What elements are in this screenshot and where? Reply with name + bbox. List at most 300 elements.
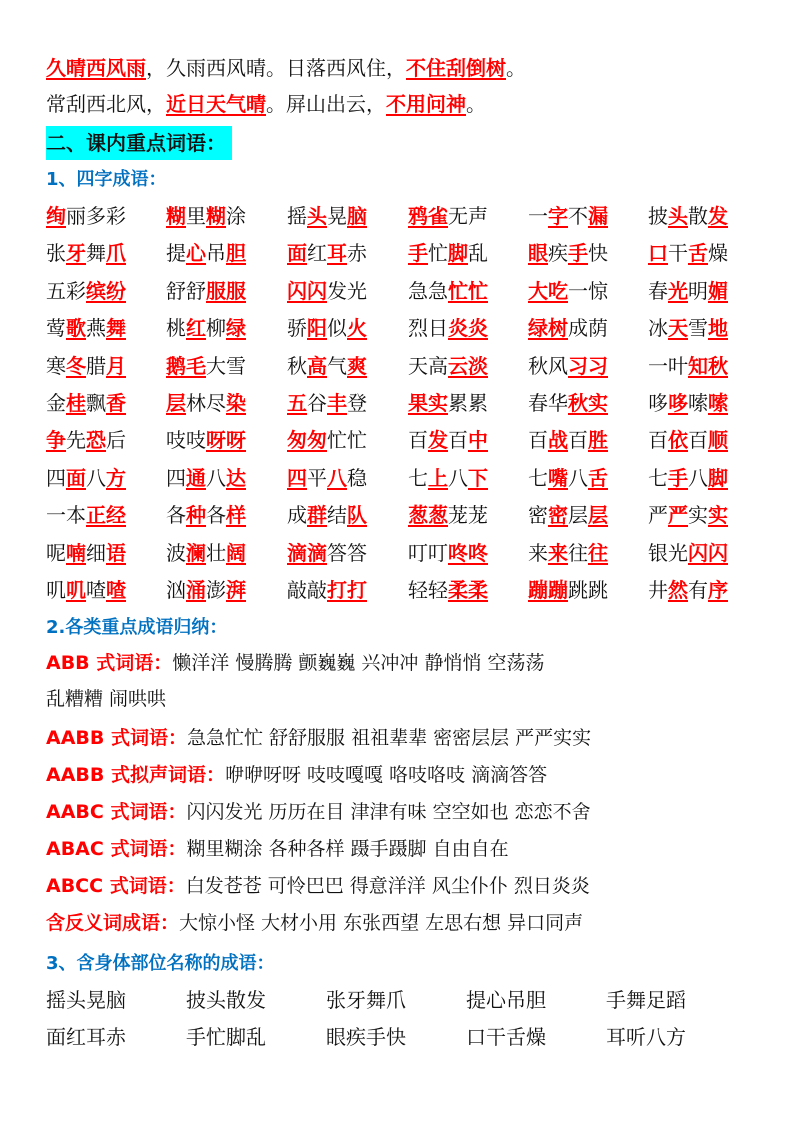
key-character: 蹦蹦 xyxy=(528,578,568,602)
category-label: AABB 式词语： xyxy=(46,727,187,749)
idiom-character: 严 xyxy=(648,503,668,528)
key-character: 恐 xyxy=(86,428,106,453)
idiom-character: 往 xyxy=(568,540,588,565)
key-character: 通 xyxy=(186,465,206,490)
idiom xyxy=(287,275,367,307)
idiom-character: 一惊 xyxy=(568,278,608,303)
proverb-text: 。 xyxy=(506,56,526,80)
category-row xyxy=(46,908,583,938)
idiom xyxy=(287,462,367,494)
idiom-character: 叮叮 xyxy=(408,540,448,565)
idiom xyxy=(166,499,246,531)
idiom-character: 寒 xyxy=(46,353,66,378)
key-character: 喳 xyxy=(106,578,126,602)
idiom-character: 乱 xyxy=(468,241,488,266)
idiom xyxy=(287,574,367,606)
key-character: 面 xyxy=(287,241,307,266)
idiom xyxy=(287,350,367,382)
idiom-character: 八 xyxy=(86,465,106,490)
idiom-character: 敲敲 xyxy=(287,578,327,602)
idiom xyxy=(408,200,488,232)
key-character: 发 xyxy=(428,428,448,453)
key-character: 层 xyxy=(166,391,186,415)
key-character: 方 xyxy=(106,465,126,490)
idiom-character: 七 xyxy=(408,465,428,490)
key-character: 漏 xyxy=(588,204,608,228)
key-character: 涌 xyxy=(186,578,206,602)
idiom-character: 百 xyxy=(648,428,668,453)
key-character: 大吃 xyxy=(528,278,568,303)
key-character: 舞 xyxy=(106,316,126,341)
key-character: 绚 xyxy=(46,204,66,228)
key-character: 炎炎 xyxy=(448,316,488,341)
idiom-character: 秋风 xyxy=(528,353,568,378)
key-character: 糊 xyxy=(166,204,186,228)
idiom-character: 百 xyxy=(408,428,428,453)
key-character: 来 xyxy=(548,540,568,565)
idiom xyxy=(528,537,608,569)
key-character: 地 xyxy=(708,316,728,341)
idiom xyxy=(528,387,608,419)
idiom-character: 烈日 xyxy=(408,316,448,341)
category-row xyxy=(46,684,166,714)
key-character: 舌 xyxy=(588,465,608,490)
idiom xyxy=(408,462,488,494)
idiom-character: 各 xyxy=(206,503,226,528)
key-character: 光 xyxy=(668,278,688,303)
key-character: 月 xyxy=(106,353,126,378)
key-character: 头 xyxy=(307,204,327,228)
category-items: 咿咿呀呀 吱吱嘎嘎 咯吱咯吱 滴滴答答 xyxy=(225,764,548,786)
key-character: 糊 xyxy=(206,204,226,228)
category-row xyxy=(46,760,547,790)
key-character: 天 xyxy=(668,316,688,341)
idiom-character: 五彩 xyxy=(46,278,86,303)
key-character: 呀呀 xyxy=(206,428,246,453)
idiom-character: 百 xyxy=(528,428,548,453)
idiom xyxy=(46,387,126,419)
category-items: 白发苍苍 可怜巴巴 得意洋洋 风尘仆仆 烈日炎炎 xyxy=(185,875,590,897)
idiom xyxy=(166,462,246,494)
category-row xyxy=(46,834,509,864)
idiom xyxy=(528,237,608,269)
idiom xyxy=(408,237,488,269)
key-character: 嗦 xyxy=(708,391,728,415)
idiom xyxy=(528,424,608,456)
idiom-character: 壮 xyxy=(206,540,226,565)
key-character: 队 xyxy=(347,503,367,528)
key-character: 染 xyxy=(226,391,246,415)
idiom xyxy=(166,237,246,269)
category-row xyxy=(46,871,590,901)
body-idiom: 张牙舞爪 xyxy=(326,988,406,1012)
key-character: 习习 xyxy=(568,353,608,378)
idiom-character: 八 xyxy=(568,465,588,490)
highlighted-phrase: 近日天气晴 xyxy=(166,92,266,116)
idiom xyxy=(408,387,488,419)
idiom xyxy=(408,350,488,382)
key-character: 云淡 xyxy=(448,353,488,378)
idiom-character: 春 xyxy=(648,278,668,303)
key-character: 桂 xyxy=(66,391,86,415)
key-character: 语 xyxy=(106,540,126,565)
category-row xyxy=(46,723,591,753)
key-character: 眼 xyxy=(528,241,548,266)
idiom xyxy=(648,462,728,494)
key-character: 鸦雀 xyxy=(408,204,448,228)
idiom-character: 七 xyxy=(648,465,668,490)
idiom-character: 涂 xyxy=(226,204,246,228)
key-character: 冬 xyxy=(66,353,86,378)
idiom-character: 腊 xyxy=(86,353,106,378)
idiom-character: 雪 xyxy=(688,316,708,341)
idiom-character: 波 xyxy=(166,540,186,565)
key-character: 知秋 xyxy=(688,353,728,378)
proverb-text: 常刮西北风， xyxy=(46,92,166,116)
idiom-character: 成荫 xyxy=(568,316,608,341)
idiom xyxy=(166,574,246,606)
key-character: 群 xyxy=(307,503,327,528)
key-character: 层 xyxy=(588,503,608,528)
key-character: 丰 xyxy=(327,391,347,415)
idiom-character: 实 xyxy=(688,503,708,528)
idiom-character: 银光 xyxy=(648,540,688,565)
idiom-character: 百 xyxy=(448,428,468,453)
idiom xyxy=(648,424,728,456)
idiom xyxy=(46,350,126,382)
idiom xyxy=(648,237,728,269)
idiom xyxy=(408,499,488,531)
key-character: 哆 xyxy=(668,391,688,415)
idiom xyxy=(287,237,367,269)
proverb-text: 。屏山出云， xyxy=(266,92,386,116)
idiom-character: 张 xyxy=(46,241,66,266)
idiom xyxy=(648,312,728,344)
idiom-character: 先 xyxy=(66,428,86,453)
subsection-title-categories: 2.各类重点成语归纳： xyxy=(46,617,228,638)
idiom-character: 忙 xyxy=(428,241,448,266)
key-character: 匆匆 xyxy=(287,428,327,453)
idiom-character: 汹 xyxy=(166,578,186,602)
idiom-character: 无声 xyxy=(448,204,488,228)
body-idiom: 眼疾手快 xyxy=(326,1025,406,1049)
idiom xyxy=(287,312,367,344)
proverb-text: ，久雨西风晴。日落西风住， xyxy=(146,56,406,80)
idiom-character: 提 xyxy=(166,241,186,266)
category-items: 大惊小怪 大材小用 东张西望 左思右想 异口同声 xyxy=(179,912,584,934)
key-character: 阔 xyxy=(226,540,246,565)
idiom-character: 柳 xyxy=(206,316,226,341)
key-character: 火 xyxy=(347,316,367,341)
idiom xyxy=(408,275,488,307)
idiom xyxy=(287,387,367,419)
section-heading xyxy=(46,126,232,160)
key-character: 头 xyxy=(668,204,688,228)
idiom xyxy=(408,574,488,606)
key-character: 叽 xyxy=(66,578,86,602)
key-character: 种 xyxy=(186,503,206,528)
body-idiom: 手忙脚乱 xyxy=(186,1025,266,1049)
key-character: 绿树 xyxy=(528,316,568,341)
key-character: 爪 xyxy=(106,241,126,266)
idiom-character: 四 xyxy=(46,465,66,490)
idiom-character: 轻轻 xyxy=(408,578,448,602)
key-character: 严 xyxy=(668,503,688,528)
key-character: 顺 xyxy=(708,428,728,453)
body-idiom: 口干舌燥 xyxy=(466,1025,546,1049)
idiom-character: 吱吱 xyxy=(166,428,206,453)
idiom-character: 呢 xyxy=(46,540,66,565)
highlighted-phrase: 久晴西风雨 xyxy=(46,56,146,80)
key-character: 正经 xyxy=(86,503,126,528)
category-label: 含反义词成语： xyxy=(46,912,180,934)
key-character: 闪闪 xyxy=(688,540,728,565)
idiom-character: 八 xyxy=(688,465,708,490)
category-items: 乱糟糟 闹哄哄 xyxy=(46,688,167,710)
idiom-character: 成 xyxy=(287,503,307,528)
key-character: 果实 xyxy=(408,391,448,415)
idiom-character: 密 xyxy=(528,503,548,528)
idiom xyxy=(166,387,246,419)
key-character: 手 xyxy=(668,465,688,490)
idiom xyxy=(46,537,126,569)
key-character: 服服 xyxy=(206,278,246,303)
idiom-character: 气 xyxy=(327,353,347,378)
idiom-character: 舞 xyxy=(86,241,106,266)
idiom-character: 澎 xyxy=(206,578,226,602)
idiom xyxy=(287,537,367,569)
key-character: 鹅毛 xyxy=(166,353,206,378)
idiom-character: 八 xyxy=(206,465,226,490)
key-character: 秋实 xyxy=(568,391,608,415)
key-character: 嘴 xyxy=(548,465,568,490)
idiom xyxy=(46,312,126,344)
category-label: ABAC 式词语： xyxy=(46,838,187,860)
idiom xyxy=(46,200,126,232)
idiom xyxy=(166,350,246,382)
key-character: 缤纷 xyxy=(86,278,126,303)
key-character: 牙 xyxy=(66,241,86,266)
idiom-character: 叽 xyxy=(46,578,66,602)
idiom-character: 舒舒 xyxy=(166,278,206,303)
key-character: 中 xyxy=(468,428,488,453)
key-character: 爽 xyxy=(347,353,367,378)
idiom xyxy=(166,312,246,344)
category-label: AABB 式拟声词语： xyxy=(46,764,225,786)
category-items: 急急忙忙 舒舒服服 祖祖辈辈 密密层层 严严实实 xyxy=(187,727,592,749)
key-character: 依 xyxy=(668,428,688,453)
key-character: 密 xyxy=(548,503,568,528)
category-items: 闪闪发光 历历在目 津津有味 空空如也 恋恋不舍 xyxy=(186,801,591,823)
idiom xyxy=(528,275,608,307)
idiom-character: 林尽 xyxy=(186,391,226,415)
idiom-character: 各 xyxy=(166,503,186,528)
idiom xyxy=(287,424,367,456)
idiom xyxy=(528,499,608,531)
category-label: AABC 式词语： xyxy=(46,801,187,823)
idiom-character: 快 xyxy=(588,241,608,266)
idiom xyxy=(166,424,246,456)
idiom xyxy=(648,275,728,307)
subsection-title-idioms: 1、四字成语： xyxy=(46,169,167,190)
idiom xyxy=(648,387,728,419)
key-character: 耳 xyxy=(327,241,347,266)
key-character: 红 xyxy=(186,316,206,341)
idiom xyxy=(528,462,608,494)
idiom-character: 结 xyxy=(327,503,347,528)
idiom-character: 干 xyxy=(668,241,688,266)
key-character: 香 xyxy=(106,391,126,415)
key-character: 阳 xyxy=(307,316,327,341)
subsection-title-body-parts: 3、含身体部位名称的成语： xyxy=(46,953,275,974)
key-character: 脚 xyxy=(448,241,468,266)
idiom-character: 百 xyxy=(688,428,708,453)
idiom xyxy=(46,574,126,606)
key-character: 往 xyxy=(588,540,608,565)
key-character: 闪闪 xyxy=(287,278,327,303)
idiom-character: 嗦 xyxy=(688,391,708,415)
idiom-character: 金 xyxy=(46,391,66,415)
idiom-character: 吊 xyxy=(206,241,226,266)
key-character: 湃 xyxy=(226,578,246,602)
idiom-character: 晃 xyxy=(327,204,347,228)
idiom xyxy=(648,537,728,569)
body-idiom: 手舞足蹈 xyxy=(606,988,686,1012)
idiom-character: 细 xyxy=(86,540,106,565)
key-character: 手 xyxy=(568,241,588,266)
idiom-character: 茏茏 xyxy=(448,503,488,528)
key-character: 咚咚 xyxy=(448,540,488,565)
idiom-character: 后 xyxy=(106,428,126,453)
idiom-character: 有 xyxy=(688,578,708,602)
idiom-character: 散 xyxy=(688,204,708,228)
highlighted-phrase: 不住刮倒树 xyxy=(406,56,506,80)
idiom-character: 桃 xyxy=(166,316,186,341)
key-character: 打打 xyxy=(327,578,367,602)
key-character: 序 xyxy=(708,578,728,602)
key-character: 实 xyxy=(708,503,728,528)
idiom-character: 井 xyxy=(648,578,668,602)
key-character: 样 xyxy=(226,503,246,528)
key-character: 面 xyxy=(66,465,86,490)
idiom-character: 明 xyxy=(688,278,708,303)
idiom-character: 秋 xyxy=(287,353,307,378)
idiom-character: 披 xyxy=(648,204,668,228)
key-character: 达 xyxy=(226,465,246,490)
key-character: 脑 xyxy=(347,204,367,228)
body-idiom: 提心吊胆 xyxy=(466,988,546,1012)
highlighted-phrase: 不用问神 xyxy=(386,92,466,116)
category-label: ABCC 式词语： xyxy=(46,875,186,897)
key-character: 然 xyxy=(668,578,688,602)
idiom-character: 红 xyxy=(307,241,327,266)
idiom-character: 赤 xyxy=(347,241,367,266)
key-character: 澜 xyxy=(186,540,206,565)
key-character: 歌 xyxy=(66,316,86,341)
idiom-character: 莺 xyxy=(46,316,66,341)
key-character: 争 xyxy=(46,428,66,453)
category-items: 糊里糊涂 各种各样 蹑手蹑脚 自由自在 xyxy=(186,838,509,860)
key-character: 口 xyxy=(648,241,668,266)
key-character: 柔柔 xyxy=(448,578,488,602)
key-character: 字 xyxy=(548,204,568,228)
key-character: 手 xyxy=(408,241,428,266)
idiom-character: 一 xyxy=(528,204,548,228)
idiom-character: 四 xyxy=(166,465,186,490)
idiom-character: 冰 xyxy=(648,316,668,341)
proverb-line-2 xyxy=(46,88,486,120)
body-idiom: 耳听八方 xyxy=(606,1025,686,1049)
key-character: 八 xyxy=(327,465,347,490)
idiom-character: 百 xyxy=(568,428,588,453)
idiom-character: 稳 xyxy=(347,465,367,490)
idiom xyxy=(166,200,246,232)
key-character: 葱葱 xyxy=(408,503,448,528)
key-character: 四 xyxy=(287,465,307,490)
idiom-character: 忙忙 xyxy=(327,428,367,453)
proverb-text: 。 xyxy=(466,92,486,116)
idiom-character: 登 xyxy=(347,391,367,415)
idiom xyxy=(46,499,126,531)
idiom xyxy=(46,275,126,307)
idiom-character: 七 xyxy=(528,465,548,490)
key-character: 发 xyxy=(708,204,728,228)
idiom-character: 摇 xyxy=(287,204,307,228)
idiom-character: 发光 xyxy=(327,278,367,303)
idiom xyxy=(408,424,488,456)
idiom-character: 层 xyxy=(568,503,588,528)
idiom xyxy=(528,200,608,232)
idiom xyxy=(648,574,728,606)
idiom-character: 似 xyxy=(327,316,347,341)
idiom-character: 急急 xyxy=(408,278,448,303)
idiom-character: 丽多彩 xyxy=(66,204,126,228)
idiom xyxy=(166,275,246,307)
idiom-character: 不 xyxy=(568,204,588,228)
idiom-character: 飘 xyxy=(86,391,106,415)
idiom xyxy=(648,200,728,232)
idiom-character: 里 xyxy=(186,204,206,228)
key-character: 媚 xyxy=(708,278,728,303)
idiom-character: 平 xyxy=(307,465,327,490)
idiom xyxy=(287,499,367,531)
body-idiom: 披头散发 xyxy=(186,988,266,1012)
idiom xyxy=(166,537,246,569)
idiom-character: 答答 xyxy=(327,540,367,565)
key-character: 滴滴 xyxy=(287,540,327,565)
key-character: 胆 xyxy=(226,241,246,266)
idiom-character: 一叶 xyxy=(648,353,688,378)
idiom xyxy=(46,462,126,494)
idiom-character: 大雪 xyxy=(206,353,246,378)
key-character: 五 xyxy=(287,391,307,415)
idiom-character: 春华 xyxy=(528,391,568,415)
key-character: 脚 xyxy=(708,465,728,490)
idiom xyxy=(408,537,488,569)
idiom xyxy=(528,350,608,382)
idiom-character: 来 xyxy=(528,540,548,565)
idiom xyxy=(648,499,728,531)
key-character: 喃 xyxy=(66,540,86,565)
key-character: 下 xyxy=(468,465,488,490)
idiom-character: 谷 xyxy=(307,391,327,415)
category-items: 懒洋洋 慢腾腾 颤巍巍 兴冲冲 静悄悄 空荡荡 xyxy=(172,652,545,674)
section-title: 二、课内重点词语： xyxy=(46,126,232,160)
key-character: 忙忙 xyxy=(448,278,488,303)
idiom xyxy=(648,350,728,382)
idiom-character: 八 xyxy=(448,465,468,490)
idiom-character: 疾 xyxy=(548,241,568,266)
